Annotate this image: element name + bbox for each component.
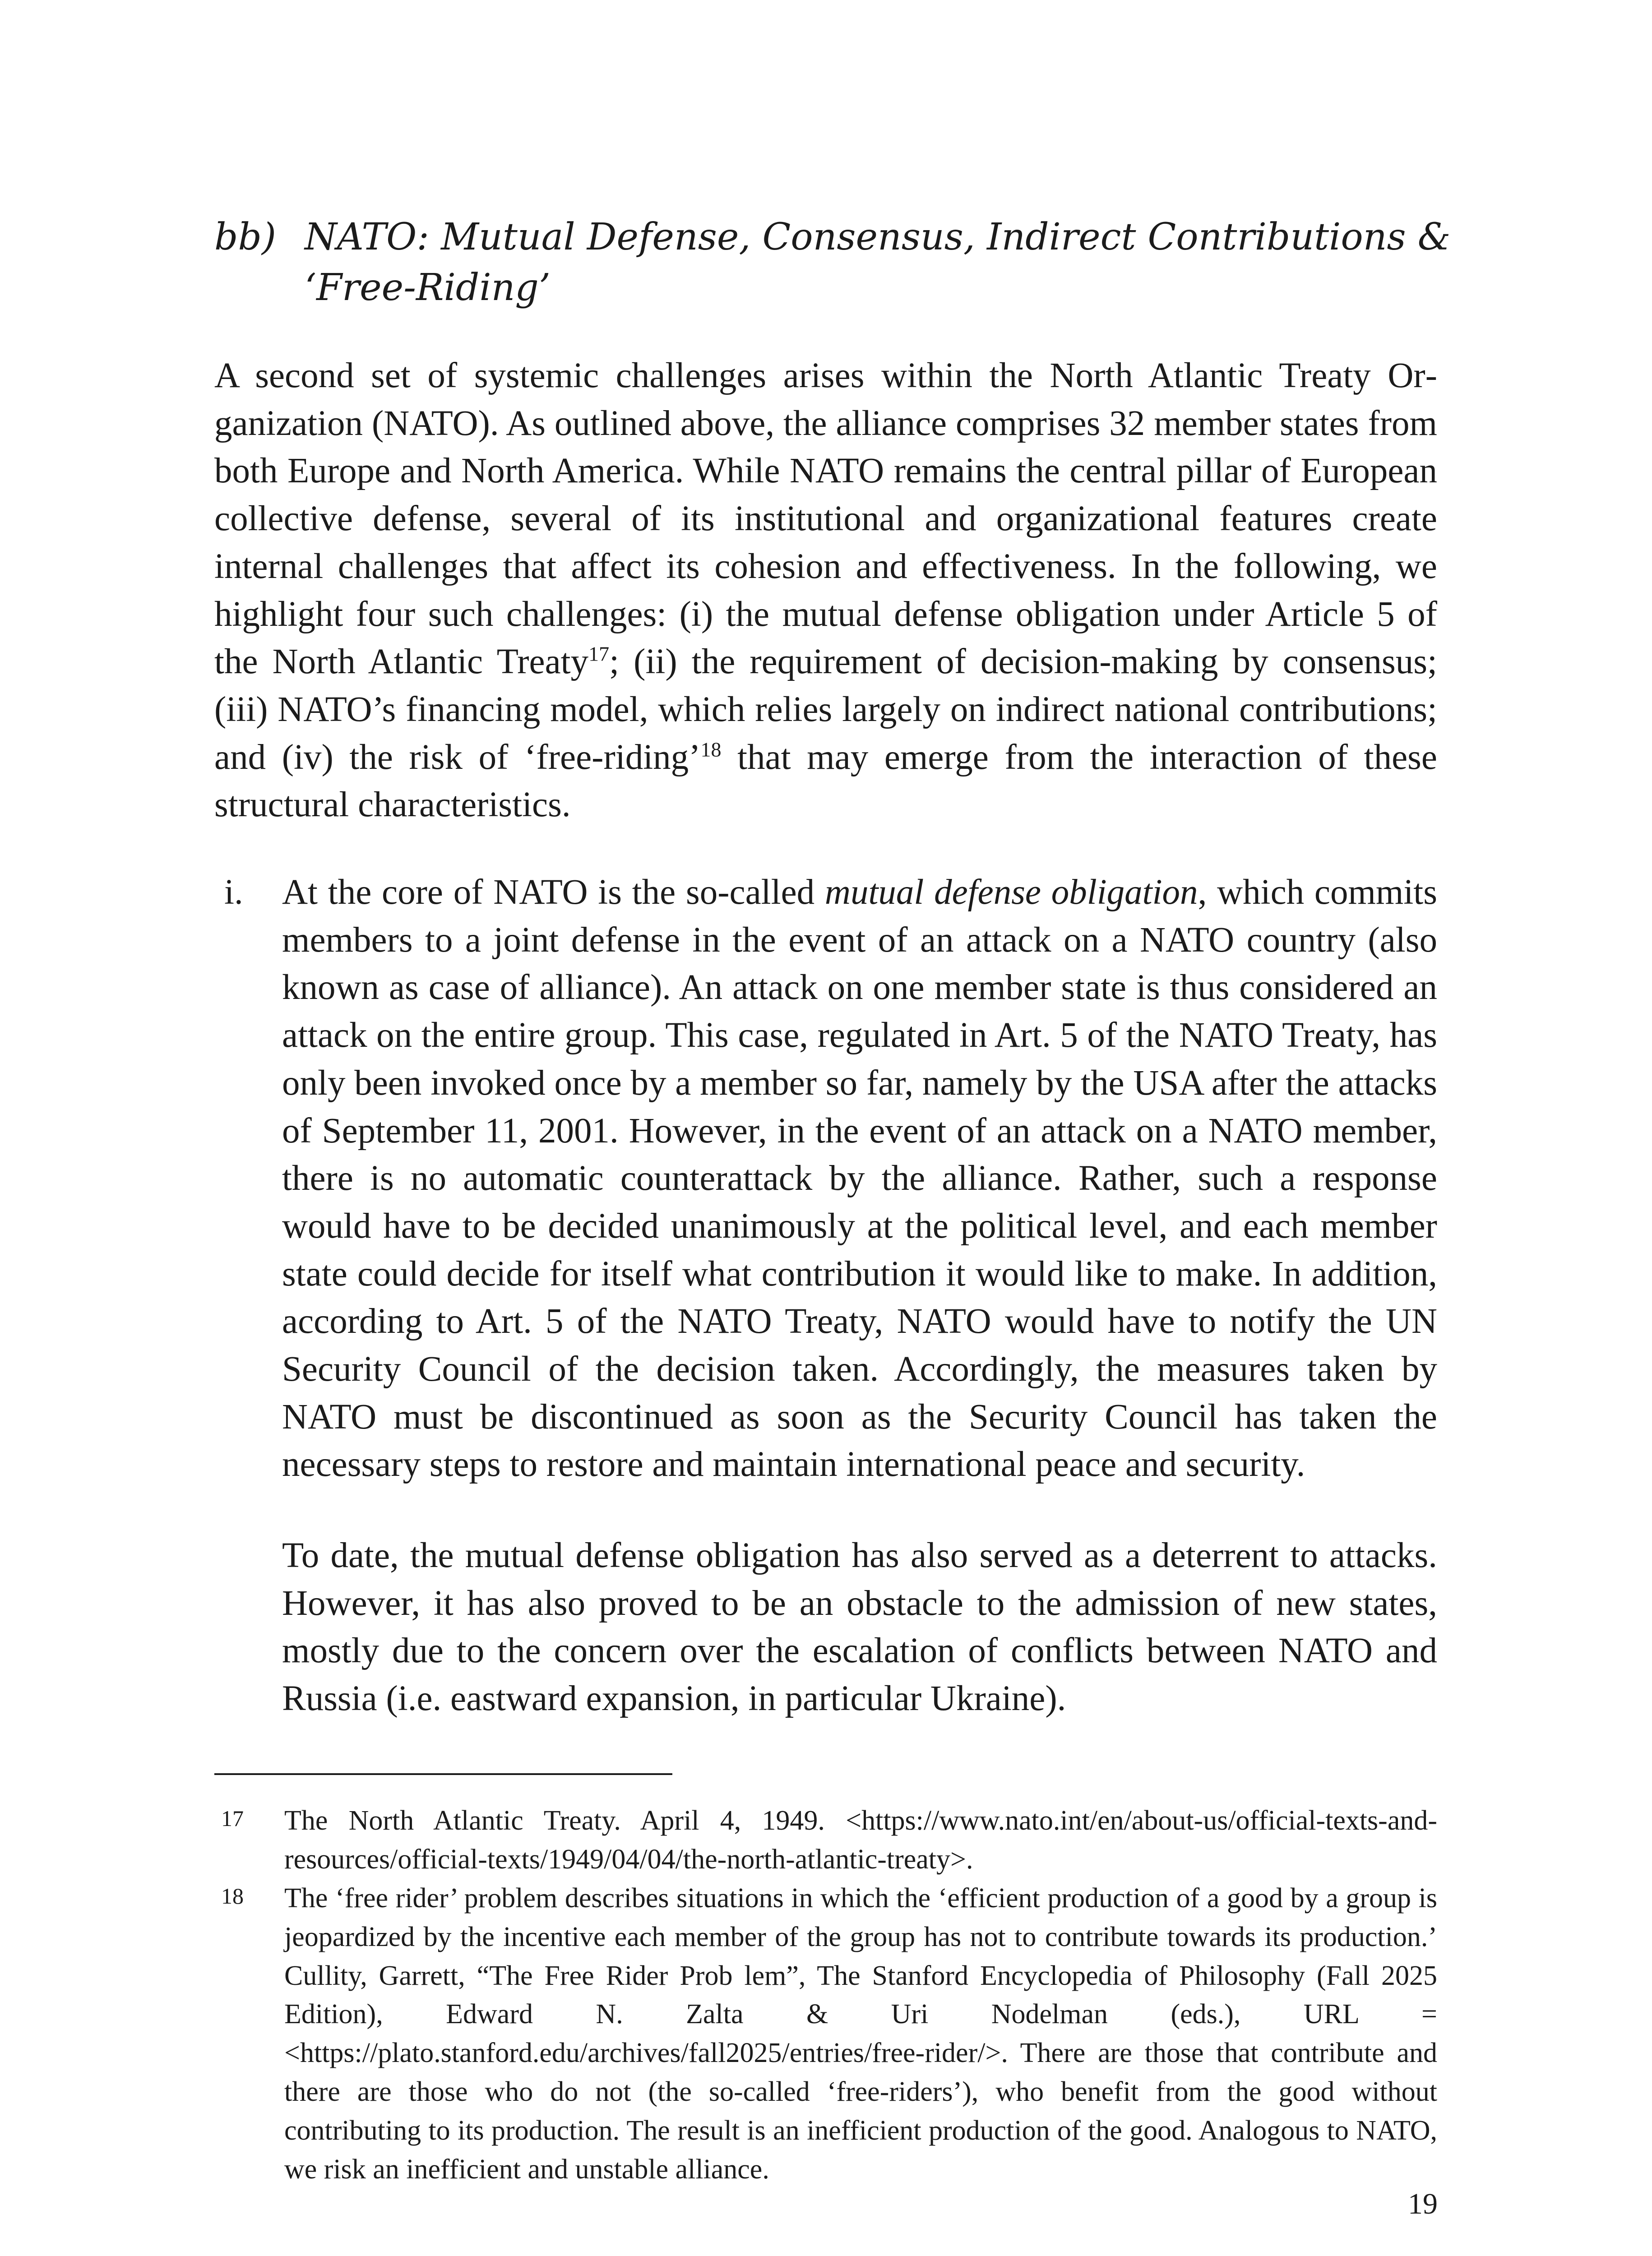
item-text-b: , which commits members to a joint defense in the event of an attack on a NATO country (also known as case of alliance). An attack on one member state is thus considered an attack on the entire group. This case, regulated in Art. 5 of the NATO Treaty, has only been invoked once by a member so far, namely by the USA after the attacks of September 11, 2001. However, in the event of an attack on a NATO member, there is no automatic counterattack by the alliance. Rather, such a response would have to be decided unanimously at the political level, and each member state could decide for itself what contribution it would like to make. In addition, according to Art. 5 of the NATO Treaty, NATO would have to notify the UN Security Council of the decision taken. Accordingly, the measures taken by NATO must be discontinued as soon as the Security Council has taken the necessary steps to restore and maintain international peace and security. [282, 873, 1437, 1484]
list-item-numeral: i. [224, 873, 243, 912]
item-text-a: At the core of NATO is the so-called [282, 873, 825, 912]
footnote-separator [214, 1773, 672, 1775]
footnote-ref-18[interactable]: 18 [700, 738, 722, 761]
footnote-number-18: 18 [221, 1883, 244, 1909]
footnote-number-17: 17 [221, 1806, 244, 1831]
footnote-18-text: The ‘free rider’ problem describes situations in which the ‘efficient production of a good by a group is jeopardized by the incentive each member of the group has not to contribute towards its production.’ Cullity, Garrett, “The Free Rider Prob lem”, The Stanford Encyclopedia of Philosophy (Fall 2025 Edition), Edward N. Zalta & Uri Nodelman (eds.), URL = <https://plato.stanford.edu/archives/fall2025/entries/free-rider/>. There are those that contribute and there are those who do not (the so-called ‘free-riders’), who benefit from the good without contributing to its production. The result is an inefficient production of the good. Analogous to NATO, we risk an inefficient and unstable alliance. [284, 1883, 1437, 2185]
footnote-17-text: The North Atlantic Treaty. April 4, 1949. <https://www.nato.int/en/about-us/official-texts-and-resources/official-texts/1949/04/04/the-north-atlantic-treaty>. [284, 1805, 1437, 1875]
intro-text-c: that may emerge from the interaction of these structural characteristics. [214, 737, 1437, 825]
section-number: bb) [214, 216, 276, 259]
intro-paragraph [214, 352, 1437, 829]
footnote-ref-17[interactable]: 17 [588, 642, 610, 666]
section-title: NATO: Mutual Defense, Consensus, Indirect Contributions & ‘Free-Riding’ [305, 216, 1451, 309]
page-number: 19 [1408, 2187, 1438, 2220]
list-item-paragraph [282, 869, 1437, 1489]
list-item-paragraph-2: To date, the mutual defense obligation has also served as a deterrent to attacks. However, it has also proved to be an obstacle to the admission of new states, mostly due to the concern over the escalation of conflicts between NATO and Russia (i.e. eastward expansion, in particular Ukraine). [282, 1536, 1437, 1719]
intro-text-a: A second set of systemic challenges arises within the North Atlantic Treaty Organization (NATO). As outlined above, the alliance comprises 32 member states from both Europe and North America. While NATO remains the central pillar of European collective defense, several of its institutional and organizational features create internal challenges that affect its cohesion and effectiveness. In the following, we highlight four such challenges: (i) the mutual defense obligation under Article 5 of the North Atlantic Treaty [214, 356, 1437, 682]
intro-text-b: ; (ii) the requirement of decision-making by consensus; (iii) NATO’s financing model, which relies largely on indirect national contributions; and (iv) the risk of ‘free-riding’ [214, 642, 1437, 777]
item-emphasis: mutual defense obligation [824, 873, 1198, 912]
